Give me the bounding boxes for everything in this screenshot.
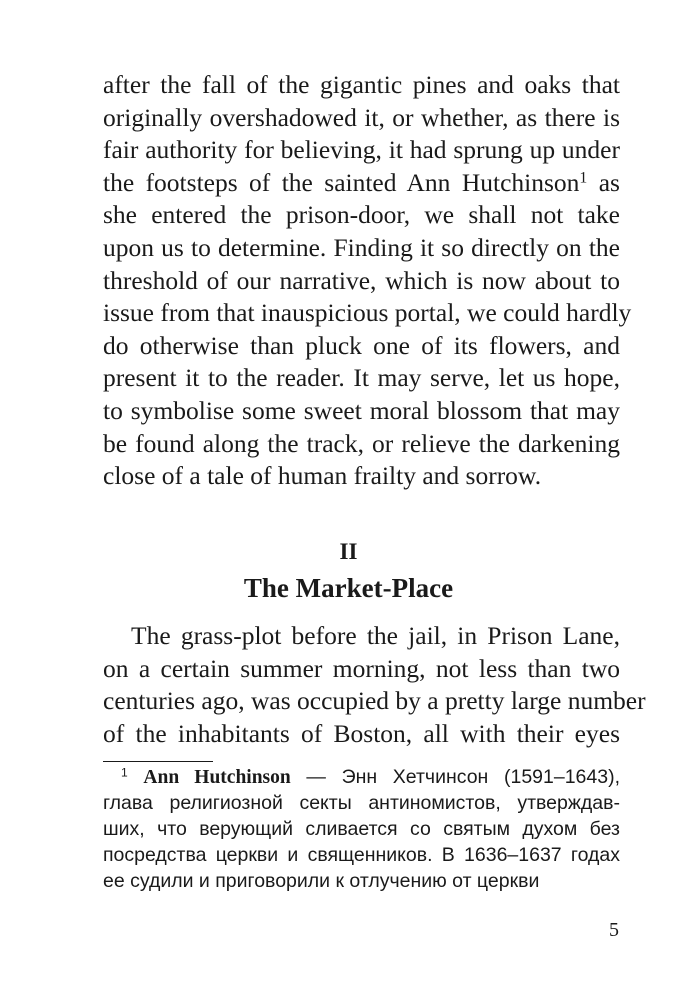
footnote-divider: [103, 761, 213, 762]
text-line: issue from that inauspicious portal, we could hardly: [103, 298, 632, 328]
text-line: originally overshadowed it, or whether, as there is: [103, 102, 620, 132]
footnote-line: посредства церкви и священников. В 1636–1637 годах: [103, 844, 620, 866]
footnote: [103, 764, 620, 894]
text-line: to symbolise some sweet moral blossom that may: [103, 395, 620, 425]
text-line: of the inhabitants of Boston, all with their eyes: [103, 718, 620, 748]
paragraph-continuation: [103, 69, 632, 493]
text-fragment: the footsteps of the sainted Ann Hutchinson: [103, 167, 580, 197]
footnote-first-line: [103, 764, 620, 790]
chapter-title: The Market-Place: [243, 573, 454, 603]
text-line: she entered the prison-door, we shall not take: [103, 200, 620, 230]
footnote-line: ших, что верующий сливается со святым духом без: [103, 818, 620, 840]
footnote-line: ее судили и приговорили к отлучению от церкви: [103, 870, 540, 892]
text-line: do otherwise than pluck one of its flowers, and: [103, 330, 620, 360]
footnote-marker: 1: [121, 765, 128, 780]
page-number: 5: [609, 919, 619, 941]
text-line: be found along the track, or relieve the darkening: [103, 428, 620, 458]
text-line-with-footnote-ref: [103, 167, 620, 200]
text-fragment: as: [587, 167, 620, 197]
text-line: after the fall of the gigantic pines and oaks that: [103, 70, 620, 99]
text-line: threshold of our narrative, which is now about to: [103, 265, 620, 295]
text-line: present it to the reader. It may serve, let us hope,: [103, 363, 620, 393]
footnote-text: — Энн Хетчинсон (1591–1643),: [290, 766, 621, 788]
text-line: centuries ago, was occupied by a pretty large number: [103, 686, 646, 716]
text-line: fair authority for believing, it had sprung up under: [103, 135, 620, 165]
chapter-number: II: [339, 539, 358, 564]
text-line: upon us to determine. Finding it so directly on the: [103, 232, 620, 262]
paragraph-chapter-opening: [103, 620, 646, 750]
footnote-term: Ann Hutchinson: [143, 767, 291, 788]
footnote-reference: 1: [579, 169, 588, 187]
text-line: on a certain summer morning, not less than two: [103, 653, 620, 683]
text-line: close of a tale of human frailty and sorrow.: [103, 461, 542, 491]
text-line: The grass-plot before the jail, in Prison Lane,: [131, 621, 620, 650]
footnote-line: глава религиозной секты антиномистов, утверждав-: [103, 792, 620, 814]
